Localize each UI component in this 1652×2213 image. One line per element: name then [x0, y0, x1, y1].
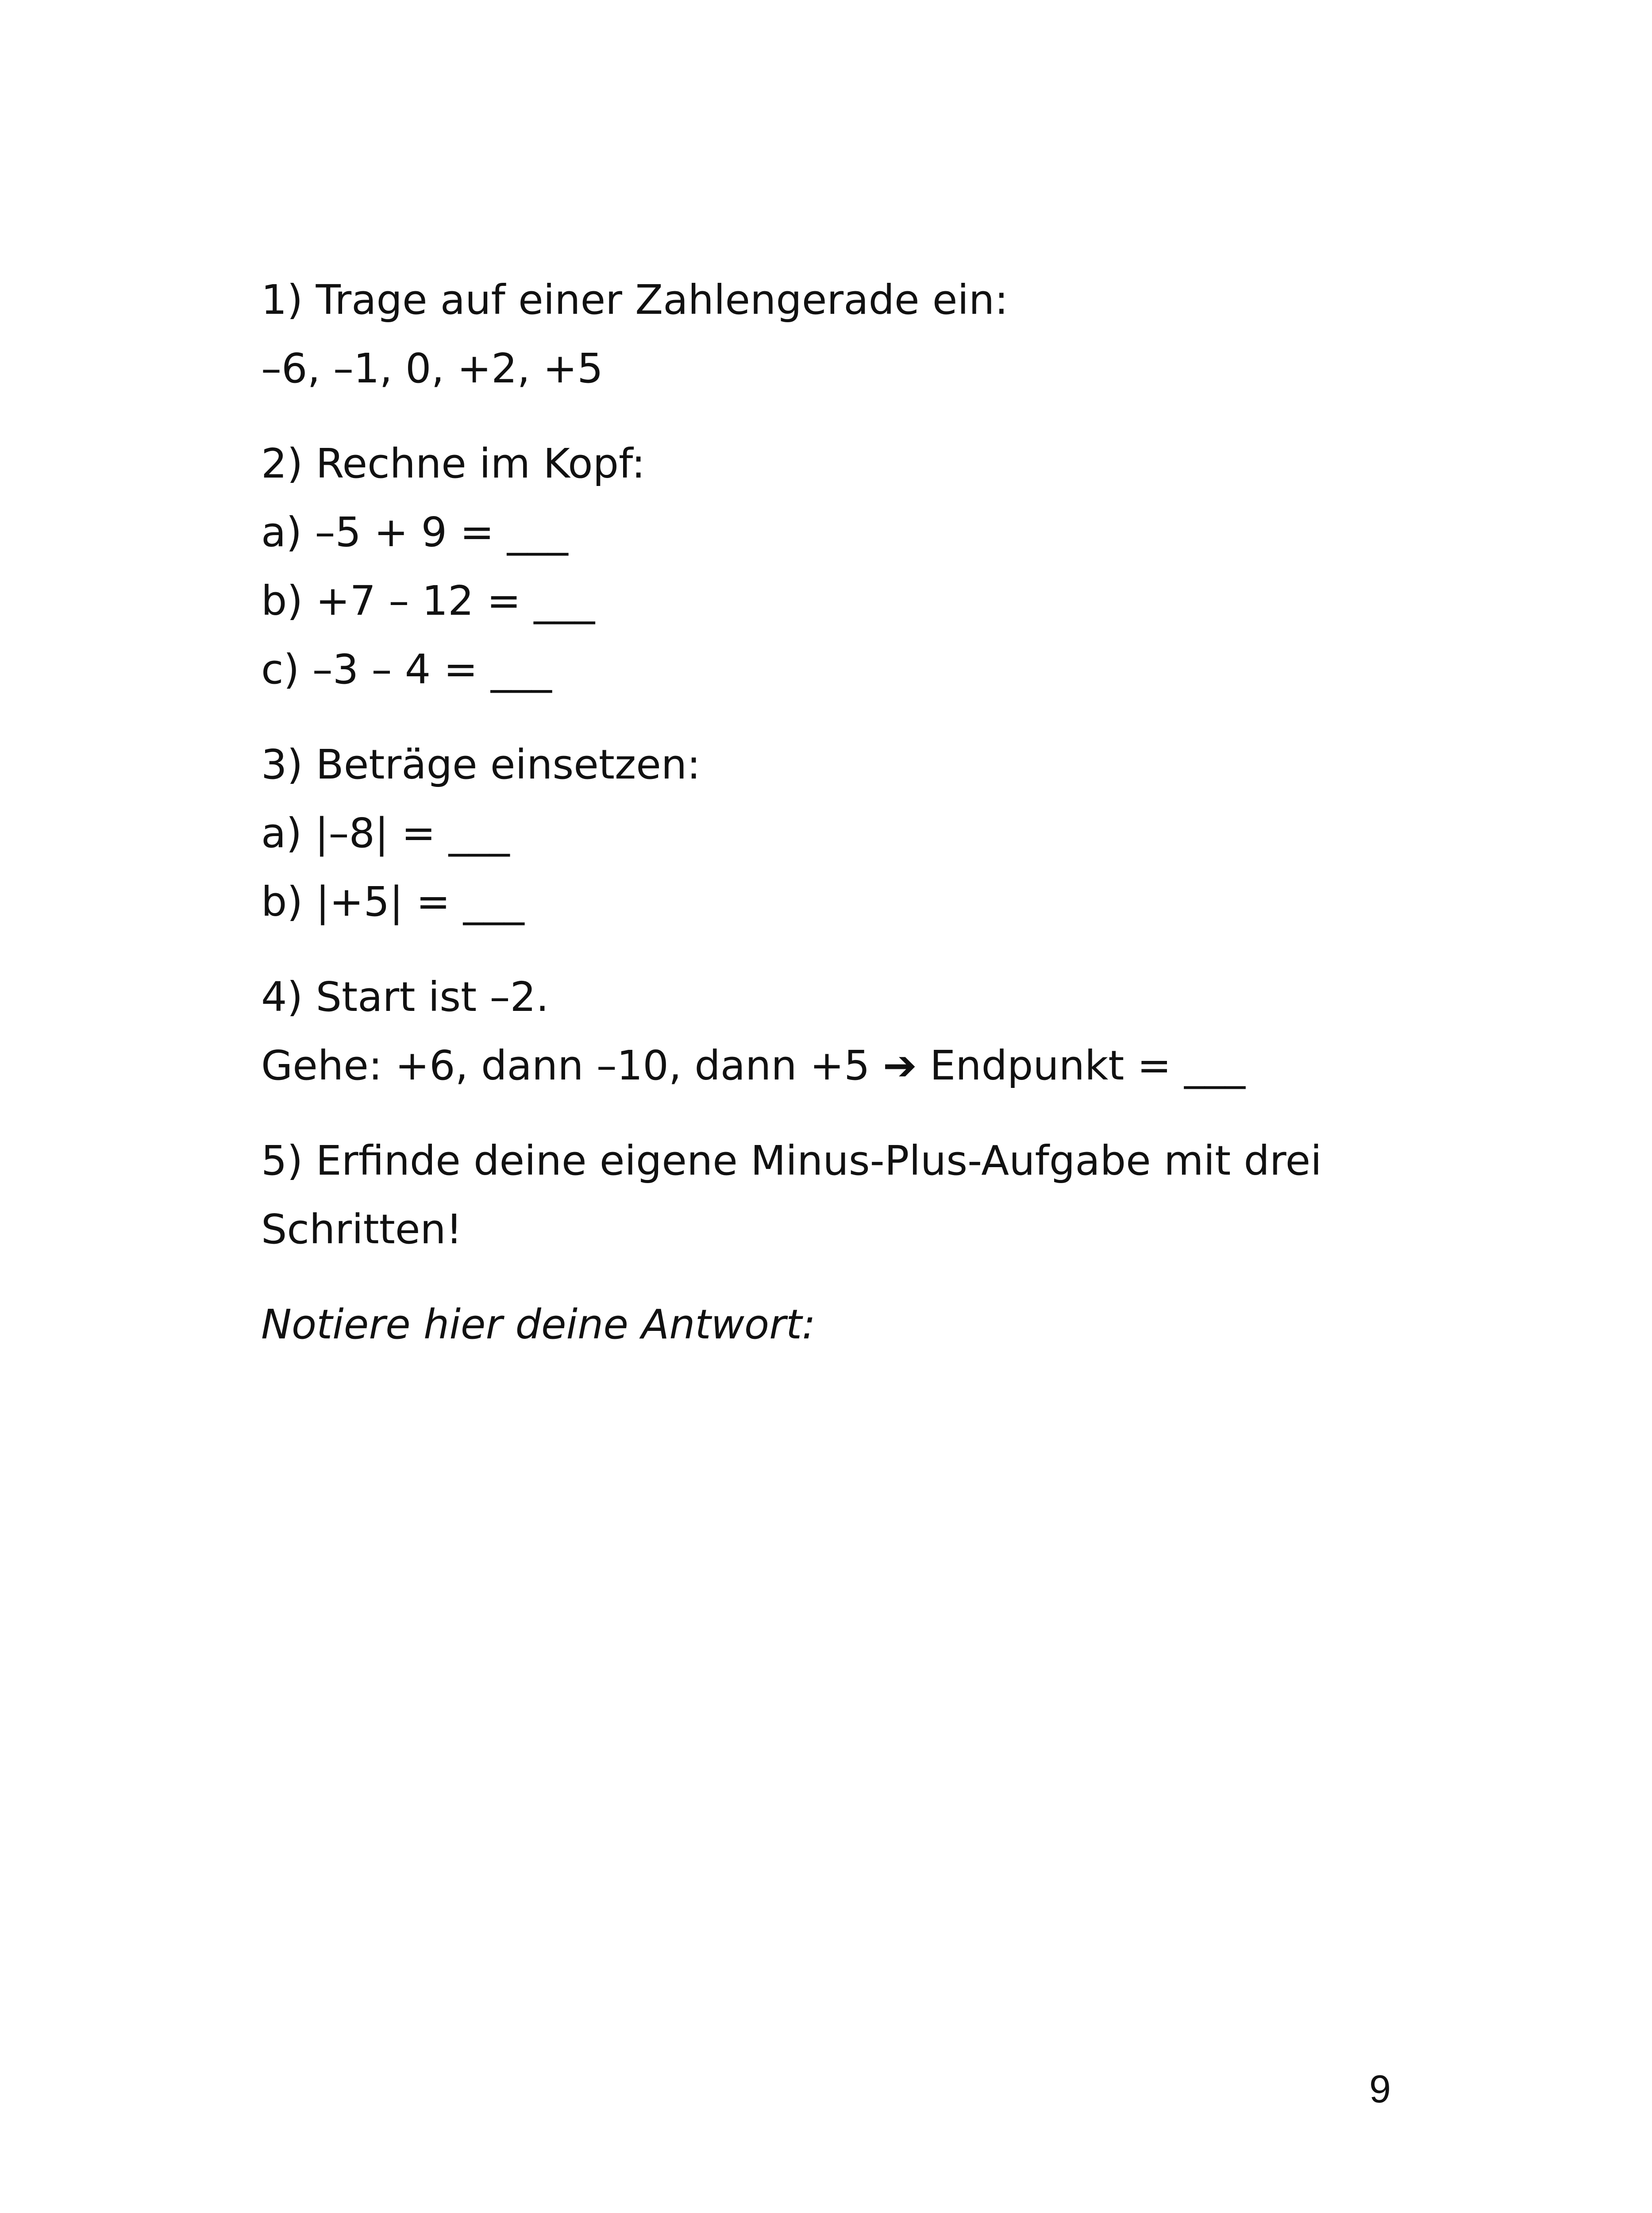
task-1-heading: 1) Trage auf einer Zahlengerade ein: [261, 276, 1009, 324]
answer-prompt: Notiere hier deine Antwort: [261, 1301, 816, 1348]
task-1 [261, 266, 1390, 403]
task-4-steps: Gehe: +6, dann –10, dann +5 ➔ Endpunkt = ___ [261, 1042, 1245, 1089]
task-2-item-c: c) –3 – 4 = ___ [261, 646, 552, 693]
task-5-heading: 5) Erfinde deine eigene Minus-Plus-Aufgabe mit drei Schritten! [261, 1137, 1322, 1253]
task-5 [261, 1126, 1390, 1264]
task-3-heading: 3) Beträge einsetzen: [261, 741, 701, 788]
task-3-item-b: b) |+5| = ___ [261, 878, 524, 925]
task-2-item-b: b) +7 – 12 = ___ [261, 577, 595, 625]
task-2-heading: 2) Rechne im Kopf: [261, 440, 646, 487]
task-2-item-a: a) –5 + 9 = ___ [261, 509, 568, 556]
task-4-heading: 4) Start ist –2. [261, 973, 549, 1021]
task-1-numbers: –6, –1, 0, +2, +5 [261, 345, 603, 392]
page-number: 9 [1369, 2067, 1391, 2111]
task-4 [261, 963, 1390, 1100]
task-2 [261, 429, 1390, 704]
task-3 [261, 730, 1390, 936]
exercise-list [261, 266, 1390, 1359]
task-3-item-a: a) |–8| = ___ [261, 810, 510, 857]
